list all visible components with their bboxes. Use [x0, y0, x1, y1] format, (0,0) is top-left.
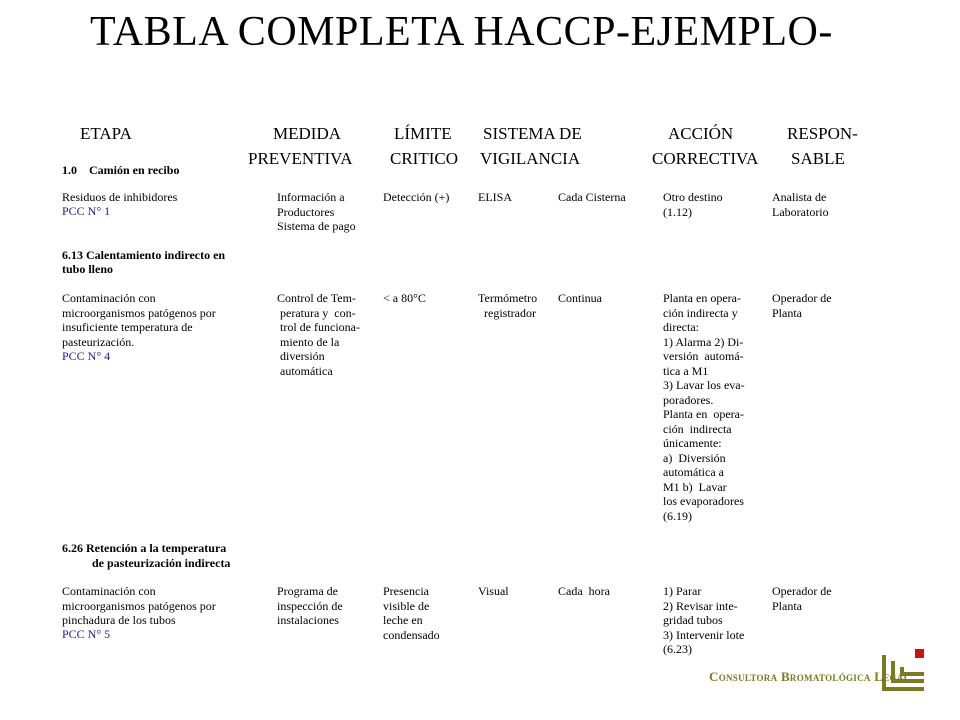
cell-accion: 1) Parar 2) Revisar inte- gridad tubos 3) Intervenir lote (6.23) [663, 584, 745, 656]
logo-text: Consultora Bromatológica Legal [709, 669, 910, 684]
cell-frecuencia: Continua [558, 291, 602, 305]
cell-frecuencia: Cada Cisterna [558, 190, 626, 204]
cell-limite: < a 80°C [383, 291, 426, 305]
section-heading-cont: tubo lleno [62, 262, 114, 276]
section-heading: 6.13 Calentamiento indirecto en [62, 248, 226, 262]
section-heading: 1.0 Camión en recibo [62, 163, 180, 177]
section-heading-cont: de pasteurización indirecta [92, 556, 231, 570]
cell-accion: Otro destino (1.12) [663, 190, 723, 219]
header-medida-line2: PREVENTIVA [248, 149, 353, 168]
header-sistema-line2: VIGILANCIA [480, 149, 581, 168]
header-responsable-line1: RESPON- [787, 124, 858, 143]
cell-medida: Programa de inspección de instalaciones [277, 584, 343, 627]
logo-l-stroke [902, 667, 924, 674]
cell-frecuencia: Cada hora [558, 584, 610, 598]
header-etapa: ETAPA [80, 124, 132, 143]
header-limite-line1: LÍMITE [394, 124, 452, 143]
cell-etapa: Contaminación con microorganismos patógenos por insuficiente temperatura de pasteurización. [62, 291, 216, 349]
logo-accent-square [915, 649, 924, 658]
company-logo [707, 647, 931, 697]
header-accion-line1: ACCIÓN [668, 124, 734, 143]
cell-medida: Información a Productores Sistema de pago [277, 190, 356, 233]
cell-sistema: Visual [478, 584, 509, 598]
cell-responsable: Operador de Planta [772, 584, 832, 613]
pcc-label: PCC N° 5 [62, 627, 111, 641]
cell-accion: Planta en opera- ción indirecta y directa: 1) Alarma 2) Di- versión automá- tica a M1 3) Lavar los eva- poradores. Planta en opera- ción indirecta únicamente: a) Diversión automática a M1 b) Lavar los evaporadores (6.19) [663, 291, 745, 523]
cell-etapa: Contaminación con microorganismos patógenos por pinchadura de los tubos [62, 584, 216, 627]
page-title: TABLA COMPLETA HACCP-EJEMPLO- [90, 9, 833, 55]
cell-responsable: Analista de Laboratorio [772, 190, 829, 219]
header-medida-line1: MEDIDA [273, 124, 341, 143]
pcc-label: PCC N° 4 [62, 349, 111, 363]
cell-limite: Detección (+) [383, 190, 450, 204]
pcc-label: PCC N° 1 [62, 204, 111, 218]
cell-medida: Control de Tem- peratura y con- trol de funciona- miento de la diversión automática [277, 291, 360, 378]
header-limite-line2: CRITICO [390, 149, 458, 168]
header-sistema-line1: SISTEMA DE [483, 124, 582, 143]
section-heading: 6.26 Retención a la temperatura [62, 541, 227, 555]
header-accion-line2: CORRECTIVA [652, 149, 759, 168]
logo-l-stroke [893, 661, 924, 681]
cell-limite: Presencia visible de leche en condensado [383, 584, 440, 642]
header-responsable-line2: SABLE [791, 149, 845, 168]
cell-etapa: Residuos de inhibidores [62, 190, 178, 204]
cell-responsable: Operador de Planta [772, 291, 832, 320]
cell-sistema: Termómetro registrador [478, 291, 538, 320]
cell-sistema: ELISA [478, 190, 512, 204]
logo-mark-icon [880, 647, 930, 693]
